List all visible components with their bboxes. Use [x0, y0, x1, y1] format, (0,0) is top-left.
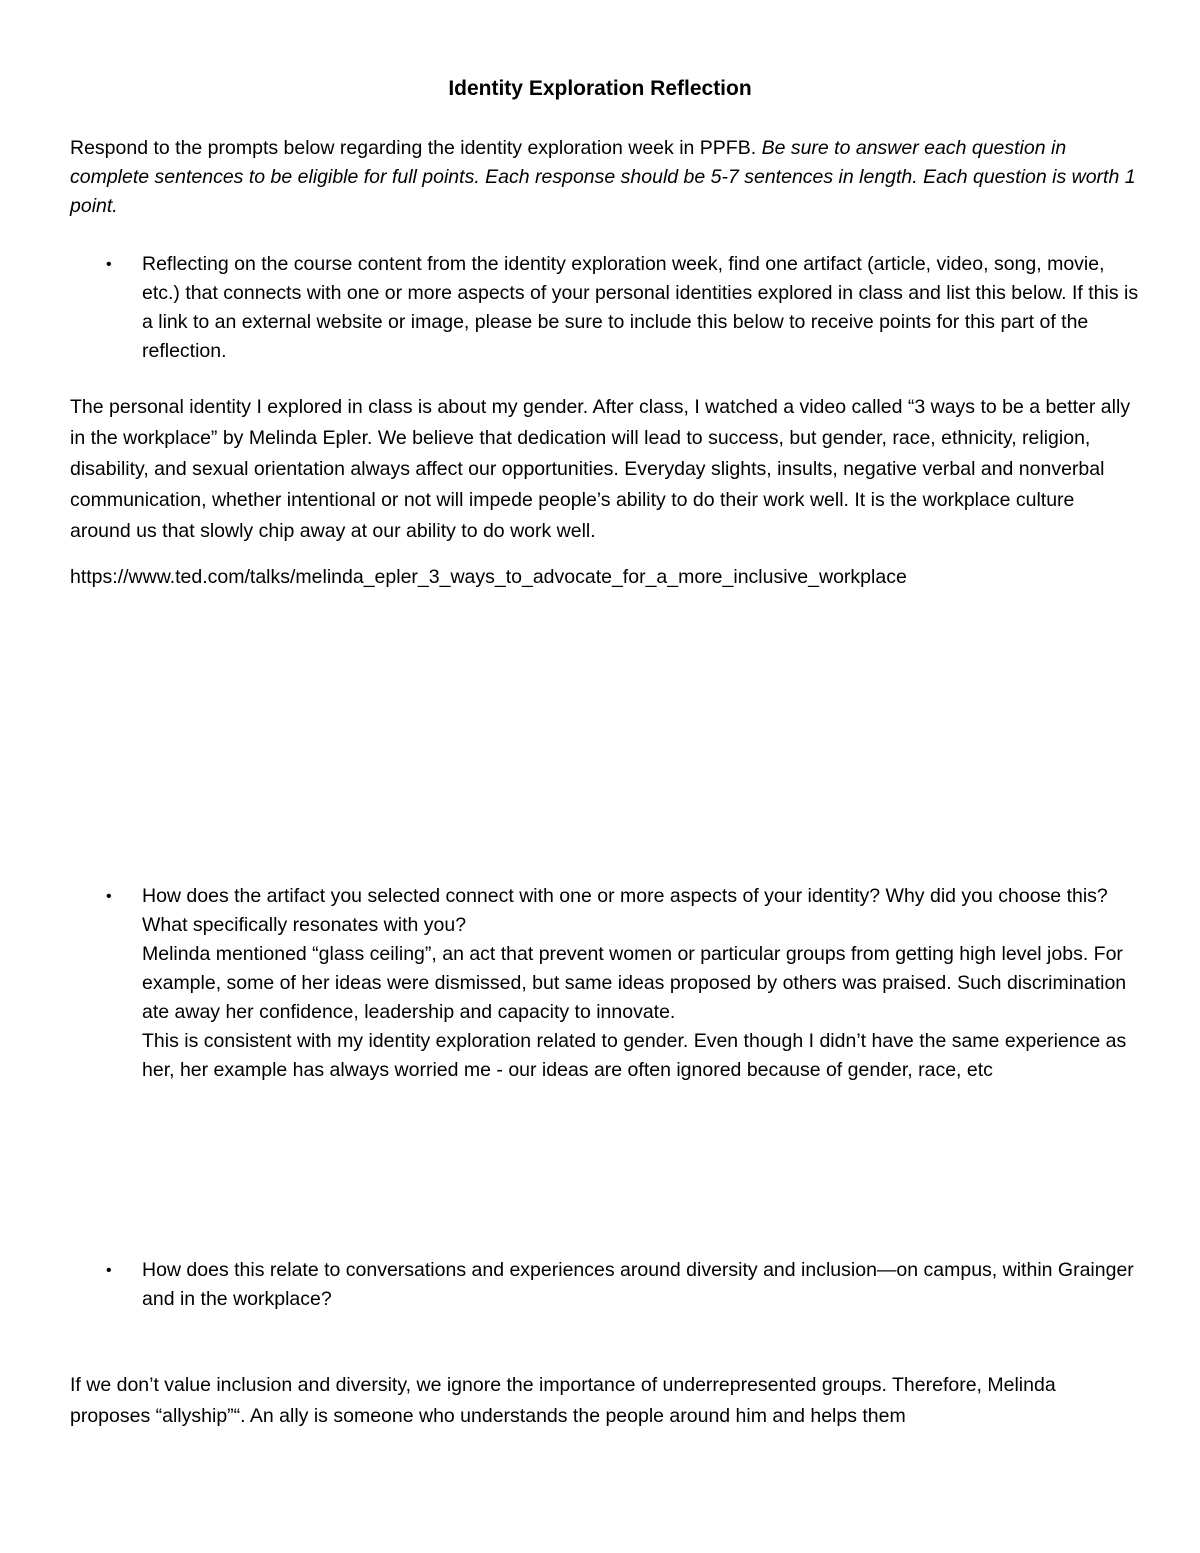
- prompt-2-question: How does the artifact you selected connect with one or more aspects of your identity? Why did you choose this? What specifically resonates with you?: [142, 885, 1108, 936]
- intro-paragraph: [70, 134, 1140, 221]
- bullet-icon: •: [106, 888, 112, 905]
- prompt-2-answer-paragraph-2: This is consistent with my identity exploration related to gender. Even though I didn’t have the same experience as her, her example has always worried me - our ideas are often ignored because of gender, race, etc: [142, 1030, 1127, 1081]
- answer-1: The personal identity I explored in class is about my gender. After class, I watched a video called “3 ways to be a better ally in the workplace” by Melinda Epler. We believe that dedication will lead to success, but gender, race, ethnicity, religion, disability, and sexual orientation always affect our opportunities. Everyday slights, insults, negative verbal and nonverbal communication, whether intentional or not will impede people’s ability to do their work well. It is the workplace culture around us that slowly chip away at our ability to do work well.: [70, 396, 1131, 542]
- prompt-3: [70, 1256, 1140, 1314]
- prompt-2-answer-paragraph-1: Melinda mentioned “glass ceiling”, an act that prevent women or particular groups from getting high level jobs. For example, some of her ideas were dismissed, but same ideas proposed by others was praised. Such discrimination ate away her confidence, leadership and capacity to innovate.: [142, 943, 1127, 1023]
- bullet-icon: •: [106, 1262, 112, 1279]
- prompt-1: [70, 250, 1140, 366]
- intro-plain-text: Respond to the prompts below regarding the identity exploration week in PPFB.: [70, 137, 762, 159]
- answer-3: If we don’t value inclusion and diversity, we ignore the importance of underrepresented groups. Therefore, Melinda proposes “allyship”“. An ally is someone who understands the people around him and helps them: [70, 1374, 1056, 1427]
- artifact-link[interactable]: https://www.ted.com/talks/melinda_epler_3_ways_to_advocate_for_a_more_inclusive_workplace: [70, 566, 907, 588]
- bullet-icon: •: [106, 256, 112, 273]
- prompt-1-text: Reflecting on the course content from the identity exploration week, find one artifact (article, video, song, movie, etc.) that connects with one or more aspects of your personal identities explored in class and list this below. If this is a link to an external website or image, please be sure to include this below to receive points for this part of the reflection.: [142, 253, 1139, 362]
- intro-italic-text: Be sure to answer each question in complete sentences to be eligible for full points. Each response should be 5-7 sentences in length. Each question is worth 1 point.: [70, 137, 1136, 217]
- document-title: Identity Exploration Reflection: [448, 77, 752, 100]
- prompt-3-text: How does this relate to conversations and experiences around diversity and inclusion—on campus, within Grainger and in the workplace?: [142, 1259, 1134, 1310]
- prompt-2: [70, 882, 1140, 1085]
